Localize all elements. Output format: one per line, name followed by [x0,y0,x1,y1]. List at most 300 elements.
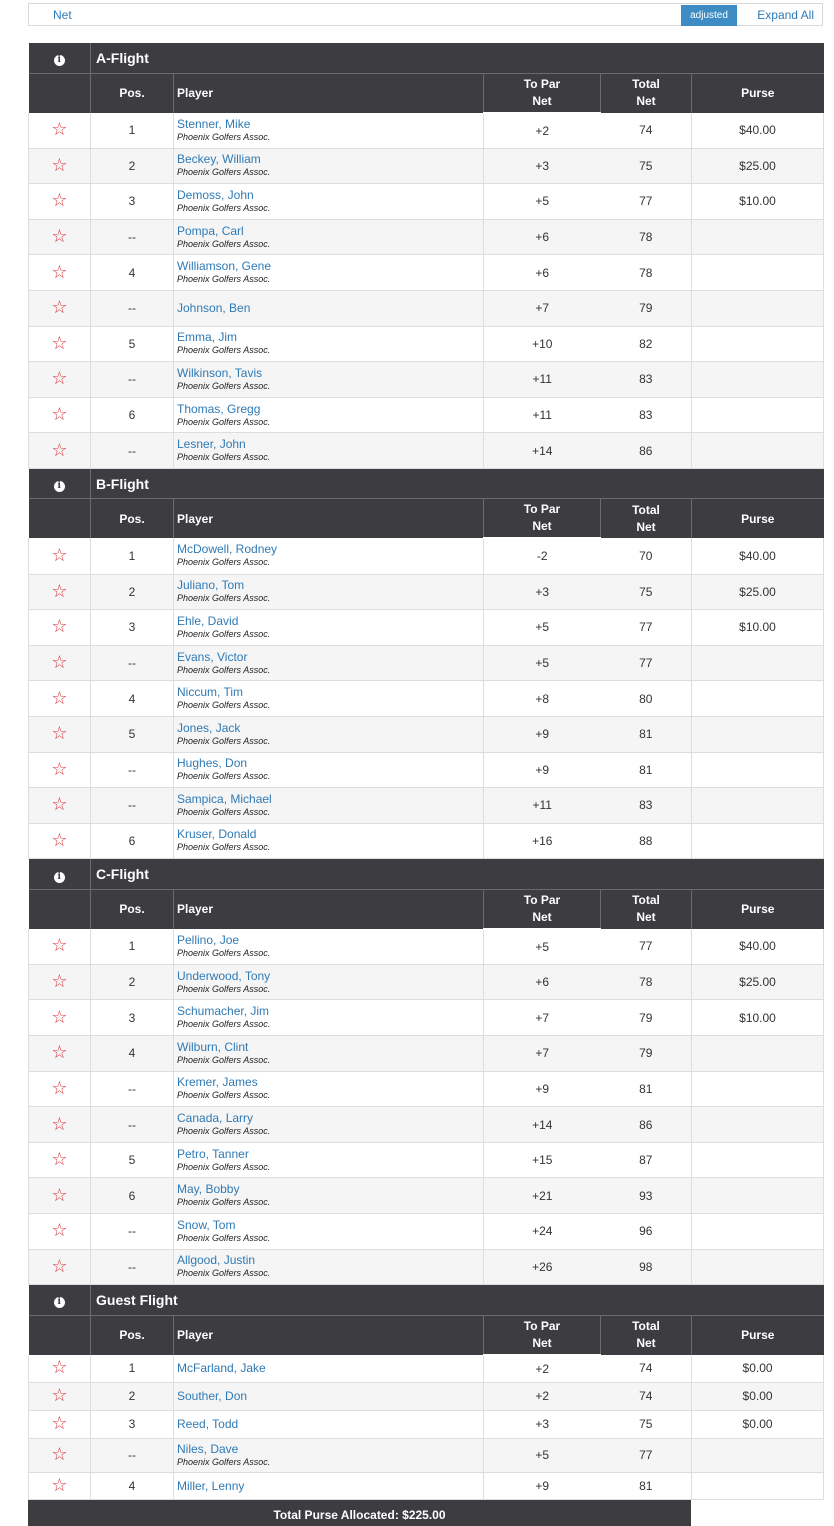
to-par-cell: +11 [484,397,601,433]
to-par-cell: -2 [484,538,601,574]
column-header-row [29,889,824,929]
favorite-button[interactable] [29,823,91,859]
player-name-link[interactable]: Pellino, Joe [177,932,240,947]
favorite-button[interactable] [29,538,91,574]
purse-cell: $40.00 [692,929,824,965]
position-cell: 6 [91,823,174,859]
star-outline-icon[interactable]: ☆ [51,723,68,745]
player-name-link[interactable]: McFarland, Jake [177,1361,266,1376]
favorite-button[interactable] [29,362,91,398]
star-outline-icon[interactable]: ☆ [51,439,68,461]
total-cell: 98 [601,1249,692,1285]
player-cell [174,1472,484,1500]
total-cell: 83 [601,397,692,433]
to-par-cell: +3 [484,148,601,184]
purse-cell [692,716,824,752]
purse-cell: $0.00 [692,1383,824,1411]
favorite-button[interactable] [29,1107,91,1143]
table-row [29,645,824,681]
favorite-button[interactable] [29,1438,91,1472]
star-outline-icon[interactable]: ☆ [51,616,68,638]
position-cell: 5 [91,716,174,752]
column-header-pos[interactable]: Pos. [91,889,174,929]
column-header-row [29,73,824,113]
column-header-purse[interactable]: Purse [692,73,824,113]
table-row [29,1410,824,1438]
player-name-link[interactable]: Stenner, Mike [177,116,251,131]
purse-cell: $10.00 [692,184,824,220]
player-name-link[interactable]: Jones, Jack [177,720,241,735]
position-cell: 1 [91,1355,174,1383]
player-association: Phoenix Golfers Assoc. [177,664,271,675]
position-cell: 3 [91,610,174,646]
favorite-button[interactable] [29,716,91,752]
favorite-button[interactable] [29,1355,91,1383]
total-cell: 80 [601,681,692,717]
total-cell: 83 [601,788,692,824]
star-outline-icon[interactable]: ☆ [51,687,68,709]
star-outline-icon[interactable]: ☆ [51,261,68,283]
column-header-player[interactable]: Player [174,499,484,539]
purse-cell [692,397,824,433]
to-par-cell: +9 [484,1071,601,1107]
player-name-link[interactable]: Underwood, Tony [177,968,271,983]
purse-cell [692,681,824,717]
player-association: Phoenix Golfers Assoc. [177,1126,271,1137]
favorite-button[interactable] [29,610,91,646]
player-name-link[interactable]: Wilburn, Clint [177,1039,249,1054]
star-outline-icon[interactable]: ☆ [51,404,68,426]
player-name-link[interactable]: Williamson, Gene [177,259,272,274]
total-cell: 82 [601,326,692,362]
favorite-button[interactable] [29,1472,91,1500]
column-header-total[interactable] [601,889,692,929]
favorite-button[interactable] [29,1036,91,1072]
star-outline-icon[interactable]: ☆ [51,829,68,851]
player-name-link[interactable]: Thomas, Gregg [177,401,261,416]
position-cell: 4 [91,1472,174,1500]
purse-cell: $25.00 [692,148,824,184]
to-par-cell: +14 [484,433,601,469]
flight-info-button[interactable] [29,859,91,889]
total-cell: 74 [601,113,692,149]
player-name-link[interactable]: Reed, Todd [177,1417,239,1432]
favorite-button[interactable] [29,788,91,824]
table-row [29,1036,824,1072]
star-outline-icon[interactable]: ☆ [51,190,68,212]
player-name-link[interactable]: Kruser, Donald [177,827,257,842]
to-par-label: To Par [523,1318,561,1333]
info-circle-icon[interactable]: i [54,872,65,883]
scoring-toolbar [28,3,823,26]
to-par-cell: +2 [484,1355,601,1383]
player-cell [174,1036,484,1072]
player-name-link[interactable]: Souther, Don [177,1389,248,1404]
favorite-button[interactable] [29,219,91,255]
column-header-pos[interactable]: Pos. [91,499,174,539]
favorite-button[interactable] [29,1214,91,1250]
favorite-button[interactable] [29,255,91,291]
favorite-button[interactable] [29,433,91,469]
info-circle-icon[interactable]: i [54,55,65,66]
adjusted-toggle[interactable]: adjusted [681,5,737,26]
favorite-button[interactable] [29,574,91,610]
to-par-cell: +6 [484,964,601,1000]
player-name-link[interactable]: Ehle, David [177,613,239,628]
favorite-button[interactable] [29,184,91,220]
player-cell [174,716,484,752]
star-outline-icon[interactable]: ☆ [51,1220,68,1242]
table-row [29,1071,824,1107]
table-row [29,1472,824,1500]
purse-cell [692,823,824,859]
purse-cell [692,752,824,788]
table-row [29,219,824,255]
player-cell [174,1355,484,1383]
star-outline-icon[interactable]: ☆ [51,1184,68,1206]
star-outline-icon[interactable]: ☆ [51,1475,68,1496]
table-row [29,290,824,326]
player-cell [174,1107,484,1143]
position-cell: 4 [91,1036,174,1072]
favorite-button[interactable] [29,1071,91,1107]
table-row [29,184,824,220]
flight-header [29,1285,824,1315]
purse-cell [692,1036,824,1072]
table-row [29,1000,824,1036]
total-cell: 86 [601,433,692,469]
favorite-button[interactable] [29,1249,91,1285]
table-row [29,397,824,433]
player-name-link[interactable]: Emma, Jim [177,330,237,345]
to-par-sub-label: Net [532,93,552,108]
column-header-to-par[interactable] [484,889,601,929]
column-header-row [29,1315,824,1355]
player-cell [174,326,484,362]
position-cell: 2 [91,574,174,610]
flight-name: A-Flight [91,43,824,73]
flight-info-button[interactable] [29,1285,91,1315]
to-par-cell: +2 [484,113,601,149]
total-cell: 78 [601,219,692,255]
column-header-to-par[interactable] [484,1315,601,1355]
player-name-link[interactable]: Johnson, Ben [177,301,251,316]
star-outline-icon[interactable]: ☆ [51,1385,68,1407]
star-outline-icon[interactable]: ☆ [51,1413,68,1435]
star-outline-icon[interactable]: ☆ [51,1444,68,1466]
to-par-cell: +26 [484,1249,601,1285]
total-label: Total [632,1319,660,1334]
player-name-link[interactable]: Snow, Tom [177,1217,236,1232]
player-name-link[interactable]: Lesner, John [177,437,246,452]
total-cell: 78 [601,255,692,291]
to-par-cell: +11 [484,788,601,824]
total-cell: 81 [601,1071,692,1107]
star-outline-icon[interactable]: ☆ [51,580,68,602]
player-name-link[interactable]: Canada, Larry [177,1111,254,1126]
table-row [29,964,824,1000]
to-par-cell: +5 [484,610,601,646]
favorite-button[interactable] [29,752,91,788]
column-header-player[interactable]: Player [174,1315,484,1355]
player-name-link[interactable]: Allgood, Justin [177,1253,256,1268]
star-outline-icon[interactable]: ☆ [51,971,68,993]
player-name-link[interactable]: Wilkinson, Tavis [177,365,263,380]
column-header-favorite [29,889,91,929]
player-association: Phoenix Golfers Assoc. [177,1232,271,1243]
flight-name: Guest Flight [91,1285,824,1315]
total-cell: 74 [601,1383,692,1411]
favorite-button[interactable] [29,326,91,362]
table-row [29,574,824,610]
purse-cell: $0.00 [692,1410,824,1438]
column-header-total[interactable] [601,1315,692,1355]
player-cell [174,681,484,717]
column-header-total[interactable] [601,73,692,113]
to-par-cell: +6 [484,219,601,255]
player-name-link[interactable]: McDowell, Rodney [177,542,278,557]
to-par-cell: +9 [484,752,601,788]
favorite-button[interactable] [29,148,91,184]
column-header-player[interactable]: Player [174,73,484,113]
purse-cell [692,788,824,824]
player-association: Phoenix Golfers Assoc. [177,1268,271,1279]
star-outline-icon[interactable]: ☆ [51,652,68,674]
flight-info-button[interactable] [29,43,91,73]
star-outline-icon[interactable]: ☆ [51,368,68,390]
table-row [29,113,824,149]
purse-cell: $10.00 [692,1000,824,1036]
total-sub-label: Net [636,94,656,108]
to-par-cell: +10 [484,326,601,362]
star-outline-icon[interactable]: ☆ [51,758,68,780]
purse-cell [692,1107,824,1143]
star-outline-icon[interactable]: ☆ [51,935,68,957]
total-cell: 75 [601,148,692,184]
favorite-button[interactable] [29,1410,91,1438]
table-row [29,752,824,788]
star-outline-icon[interactable]: ☆ [51,1077,68,1099]
purse-cell [692,433,824,469]
table-row [29,362,824,398]
favorite-button[interactable] [29,929,91,965]
purse-cell [692,1249,824,1285]
player-cell [174,433,484,469]
position-cell: -- [91,1071,174,1107]
total-cell: 96 [601,1214,692,1250]
flight-header [29,43,824,73]
to-par-label: To Par [523,502,561,517]
expand-all-link[interactable]: Expand All [757,8,814,22]
table-row [29,681,824,717]
total-label: Total [632,502,660,517]
player-cell [174,290,484,326]
player-cell [174,538,484,574]
purse-cell: $10.00 [692,610,824,646]
column-header-pos[interactable]: Pos. [91,1315,174,1355]
purse-cell [692,1438,824,1472]
table-row [29,326,824,362]
total-purse-bar: Total Purse Allocated: $225.00 [28,1500,691,1526]
position-cell: -- [91,433,174,469]
player-association: Phoenix Golfers Assoc. [177,1161,271,1172]
to-par-cell: +11 [484,362,601,398]
star-outline-icon[interactable]: ☆ [51,1006,68,1028]
column-header-player[interactable]: Player [174,889,484,929]
player-name-link[interactable]: Beckey, William [177,152,261,167]
star-outline-icon[interactable]: ☆ [51,297,68,319]
purse-cell: $0.00 [692,1355,824,1383]
position-cell: 6 [91,1178,174,1214]
favorite-button[interactable] [29,964,91,1000]
star-outline-icon[interactable]: ☆ [51,154,68,176]
to-par-cell: +3 [484,574,601,610]
table-row [29,1178,824,1214]
info-circle-icon[interactable]: i [54,1297,65,1308]
info-circle-icon[interactable]: i [54,481,65,492]
player-cell [174,219,484,255]
star-outline-icon[interactable]: ☆ [51,1149,68,1171]
position-cell: -- [91,645,174,681]
player-association: Phoenix Golfers Assoc. [177,1090,271,1101]
total-cell: 79 [601,1000,692,1036]
purse-cell [692,1472,824,1500]
flight-header [29,859,824,889]
player-name-link[interactable]: Pompa, Carl [177,223,244,238]
player-name-link[interactable]: Niccum, Tim [177,685,243,700]
flight-info-button[interactable] [29,469,91,499]
column-header-row [29,499,824,539]
total-cell: 87 [601,1142,692,1178]
star-outline-icon[interactable]: ☆ [51,119,68,141]
player-cell [174,1178,484,1214]
purse-cell [692,255,824,291]
star-outline-icon[interactable]: ☆ [51,226,68,248]
total-label: Total [632,893,660,908]
flight-table [28,469,824,859]
player-name-link[interactable]: Demoss, John [177,187,254,202]
total-sub-label: Net [636,519,656,534]
favorite-button[interactable] [29,681,91,717]
player-cell [174,610,484,646]
star-outline-icon[interactable]: ☆ [51,1255,68,1277]
to-par-cell: +7 [484,290,601,326]
star-outline-icon[interactable]: ☆ [51,1042,68,1064]
total-sub-label: Net [636,1336,656,1351]
to-par-sub-label: Net [532,1335,552,1350]
to-par-cell: +5 [484,1438,601,1472]
to-par-cell: +8 [484,681,601,717]
column-header-pos[interactable]: Pos. [91,73,174,113]
to-par-label: To Par [523,76,561,91]
player-name-link[interactable]: Kremer, James [177,1075,258,1090]
total-cell: 88 [601,823,692,859]
table-row [29,433,824,469]
column-header-to-par[interactable] [484,499,601,539]
table-row [29,1214,824,1250]
star-outline-icon[interactable]: ☆ [51,794,68,816]
player-cell [174,397,484,433]
to-par-cell: +2 [484,1383,601,1411]
column-header-purse[interactable]: Purse [692,499,824,539]
star-outline-icon[interactable]: ☆ [51,1113,68,1135]
star-outline-icon[interactable]: ☆ [51,544,68,566]
player-cell [174,113,484,149]
player-cell [174,1438,484,1472]
column-header-total[interactable] [601,499,692,539]
total-cell: 86 [601,1107,692,1143]
favorite-button[interactable] [29,1383,91,1411]
total-cell: 77 [601,645,692,681]
player-name-link[interactable]: Petro, Tanner [177,1146,249,1161]
favorite-button[interactable] [29,113,91,149]
player-association: Phoenix Golfers Assoc. [177,593,271,604]
player-name-link[interactable]: Evans, Victor [177,649,248,664]
player-association: Phoenix Golfers Assoc. [177,345,271,356]
star-outline-icon[interactable]: ☆ [51,332,68,354]
table-row [29,1142,824,1178]
player-association: Phoenix Golfers Assoc. [177,842,271,853]
table-row [29,538,824,574]
flight-header [29,469,824,499]
player-name-link[interactable]: Hughes, Don [177,756,248,771]
column-header-purse[interactable]: Purse [692,1315,824,1355]
column-header-to-par[interactable] [484,73,601,113]
position-cell: 4 [91,681,174,717]
player-association: Phoenix Golfers Assoc. [177,700,271,711]
player-cell [174,1383,484,1411]
favorite-button[interactable] [29,290,91,326]
table-row [29,1438,824,1472]
position-cell: 5 [91,1142,174,1178]
table-row [29,1355,824,1383]
leaderboard [28,43,823,1526]
flight-table [28,1285,824,1500]
favorite-button[interactable] [29,645,91,681]
favorite-button[interactable] [29,1178,91,1214]
position-cell: 2 [91,148,174,184]
total-cell: 78 [601,964,692,1000]
position-cell: -- [91,219,174,255]
position-cell: 1 [91,538,174,574]
favorite-button[interactable] [29,1000,91,1036]
to-par-cell: +9 [484,1472,601,1500]
player-name-link[interactable]: Schumacher, Jim [177,1004,270,1019]
player-cell [174,788,484,824]
total-cell: 79 [601,290,692,326]
net-tab[interactable]: Net [53,8,72,22]
player-association: Phoenix Golfers Assoc. [177,1197,271,1208]
position-cell: -- [91,290,174,326]
player-cell [174,1142,484,1178]
total-sub-label: Net [636,910,656,925]
player-name-link[interactable]: Juliano, Tom [177,578,245,593]
player-name-link[interactable]: Niles, Dave [177,1441,239,1456]
favorite-button[interactable] [29,397,91,433]
flight-name: B-Flight [91,469,824,499]
total-cell: 77 [601,610,692,646]
purse-cell [692,362,824,398]
player-name-link[interactable]: May, Bobby [177,1182,240,1197]
position-cell: -- [91,1249,174,1285]
favorite-button[interactable] [29,1142,91,1178]
player-name-link[interactable]: Sampica, Michael [177,791,272,806]
star-outline-icon[interactable]: ☆ [51,1357,68,1379]
column-header-purse[interactable]: Purse [692,889,824,929]
player-name-link[interactable]: Miller, Lenny [177,1479,245,1493]
player-association: Phoenix Golfers Assoc. [177,806,271,817]
player-cell [174,1071,484,1107]
